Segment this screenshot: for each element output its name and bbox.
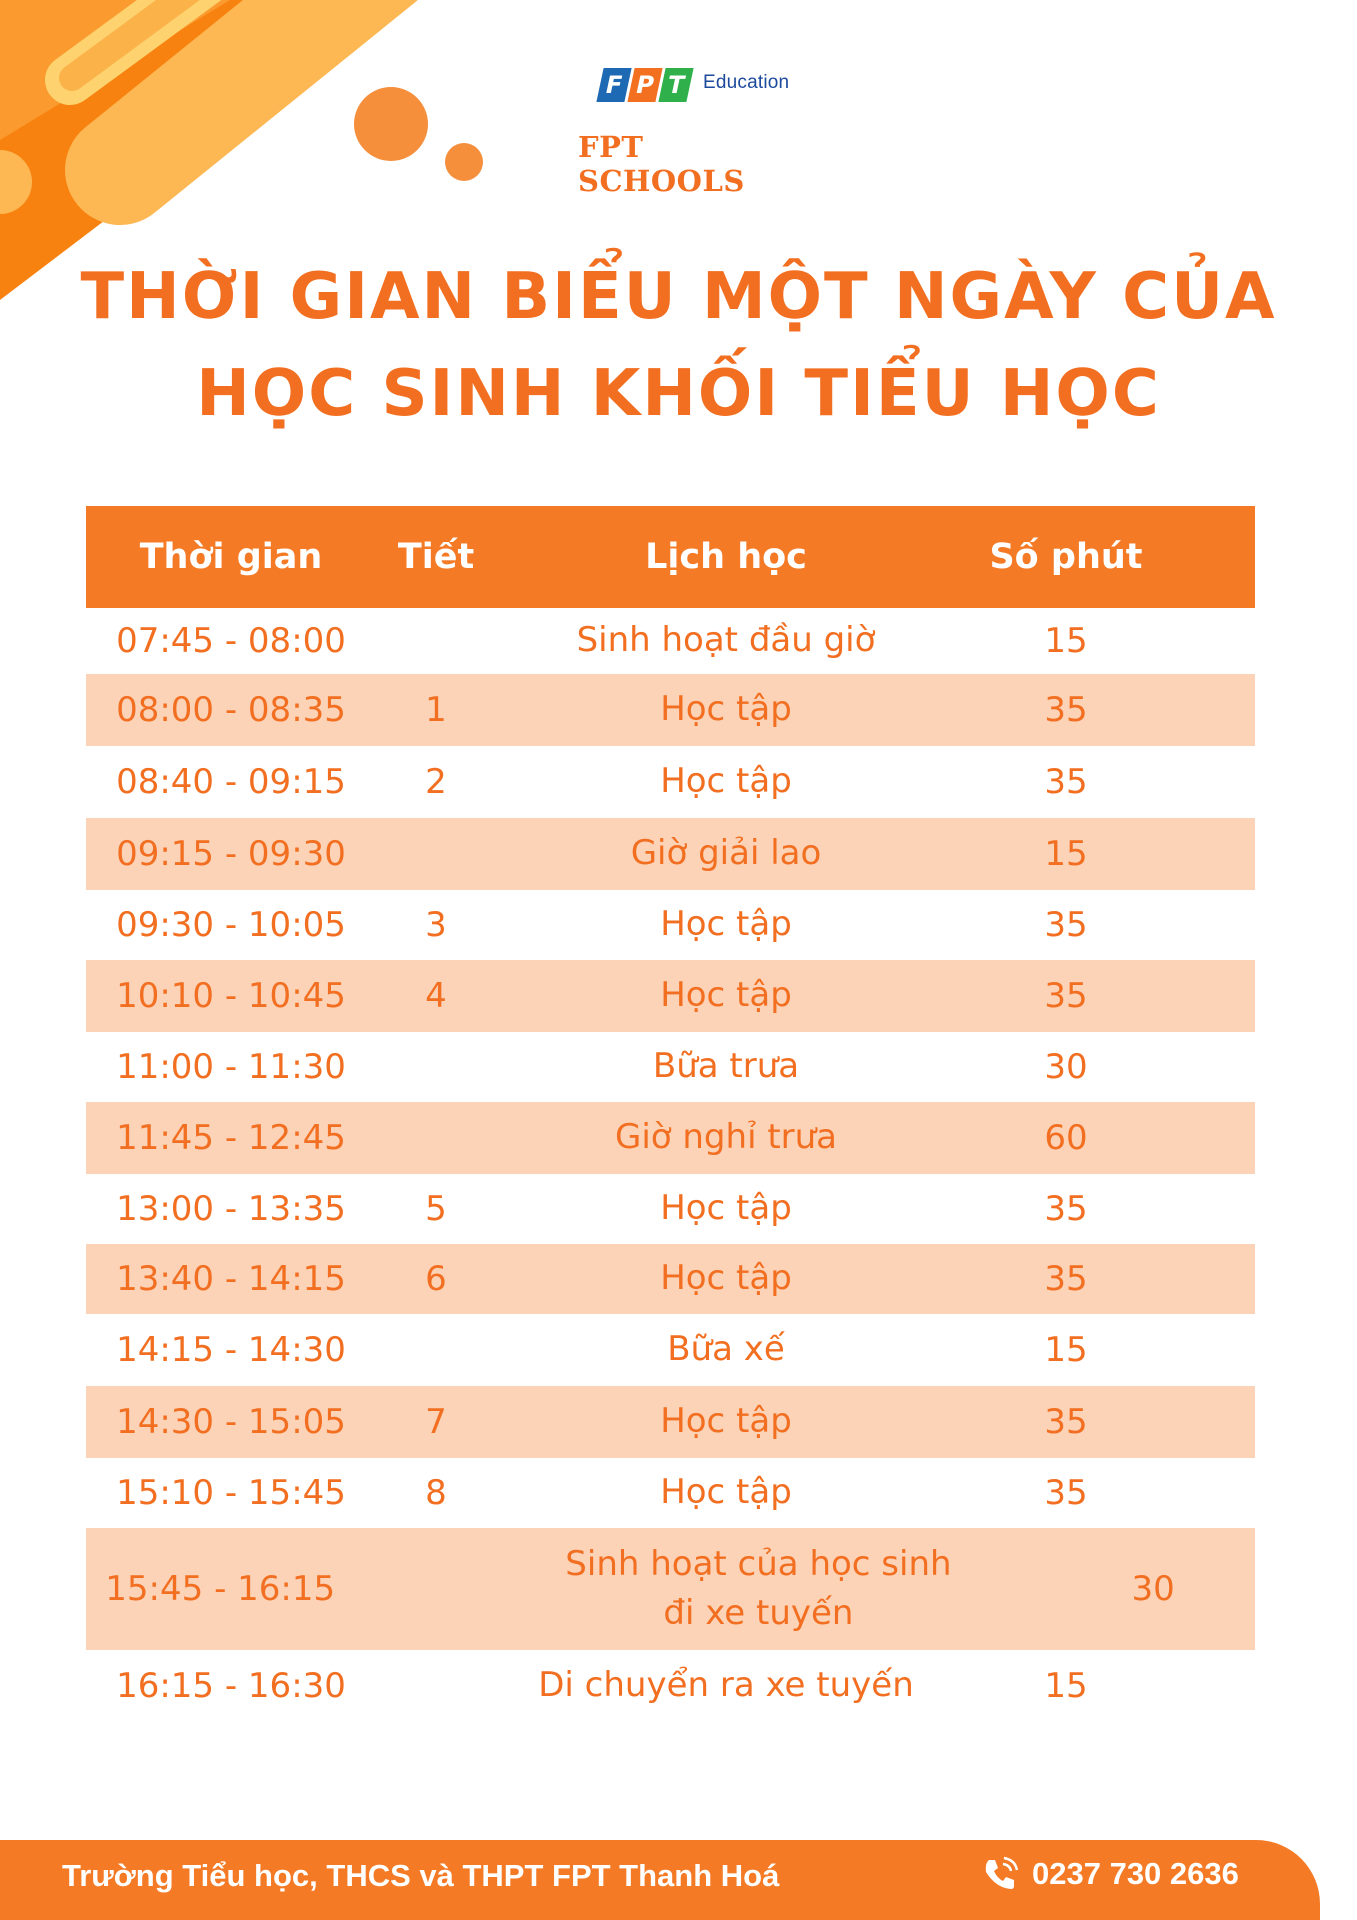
cell-minutes: 35 bbox=[1044, 1189, 1088, 1229]
fpt-logo-mark bbox=[600, 68, 693, 102]
cell-time: 09:30 - 10:05 bbox=[116, 905, 346, 945]
footer-school-name: Trường Tiểu học, THCS và THPT FPT Thanh Hoá bbox=[62, 1858, 780, 1893]
table-row bbox=[86, 608, 1255, 674]
footer-phone-number[interactable]: 0237 730 2636 bbox=[1032, 1856, 1239, 1891]
cell-time: 09:15 - 09:30 bbox=[116, 834, 346, 874]
header-minutes: Số phút bbox=[989, 537, 1143, 577]
cell-time: 08:40 - 09:15 bbox=[116, 762, 346, 802]
cell-time: 15:45 - 16:15 bbox=[105, 1569, 336, 1609]
cell-activity: Bữa trưa bbox=[652, 1046, 800, 1087]
cell-minutes: 35 bbox=[1044, 690, 1088, 730]
cell-minutes: 30 bbox=[1044, 1047, 1088, 1087]
cell-period: 7 bbox=[425, 1402, 447, 1442]
cell-activity: Học tập bbox=[660, 1472, 792, 1513]
cell-period: 6 bbox=[425, 1259, 447, 1299]
logo-tile-t: T bbox=[658, 68, 693, 102]
cell-time: 07:45 - 08:00 bbox=[116, 621, 346, 661]
cell-time: 13:40 - 14:15 bbox=[116, 1259, 346, 1299]
page-title-line-2: HỌC SINH KHỐI TIỂU HỌC bbox=[196, 357, 1161, 431]
cell-minutes: 15 bbox=[1044, 834, 1088, 874]
cell-activity: Học tập bbox=[660, 1401, 792, 1442]
cell-time: 14:30 - 15:05 bbox=[116, 1402, 346, 1442]
cell-time: 11:45 - 12:45 bbox=[116, 1118, 346, 1158]
cell-activity: Giờ nghỉ trưa bbox=[614, 1117, 838, 1158]
cell-minutes: 35 bbox=[1044, 1402, 1088, 1442]
cell-activity: Học tập bbox=[660, 975, 792, 1016]
cell-minutes: 60 bbox=[1044, 1118, 1088, 1158]
table-header bbox=[86, 506, 1255, 608]
cell-activity: Học tập bbox=[660, 1258, 792, 1299]
footer-bar bbox=[0, 1840, 1320, 1920]
cell-activity: Học tập bbox=[660, 761, 792, 802]
page-title-line-1: THỜI GIAN BIỂU MỘT NGÀY CỦA bbox=[80, 260, 1277, 334]
logo-tile-f: F bbox=[596, 68, 631, 102]
footer-contact[interactable] bbox=[980, 1854, 1239, 1894]
cell-activity: Sinh hoạt đầu giờ bbox=[576, 620, 876, 661]
table-row bbox=[86, 890, 1255, 960]
cell-time: 15:10 - 15:45 bbox=[116, 1473, 346, 1513]
cell-time: 16:15 - 16:30 bbox=[116, 1666, 346, 1706]
cell-period: 5 bbox=[425, 1189, 447, 1229]
cell-activity: Học tập bbox=[660, 1188, 792, 1229]
cell-period: 2 bbox=[425, 762, 447, 802]
cell-activity: Bữa xế bbox=[667, 1329, 785, 1370]
table-row bbox=[86, 1458, 1255, 1528]
table-row bbox=[86, 746, 1255, 818]
cell-activity: Học tập bbox=[660, 689, 792, 730]
cell-time: 13:00 - 13:35 bbox=[116, 1189, 346, 1229]
cell-minutes: 35 bbox=[1044, 1259, 1088, 1299]
cell-time: 10:10 - 10:45 bbox=[116, 976, 346, 1016]
cell-period: 3 bbox=[425, 905, 447, 945]
cell-period: 8 bbox=[425, 1473, 447, 1513]
logo-tile-p: P bbox=[627, 68, 662, 102]
table-row bbox=[86, 674, 1255, 746]
table-row bbox=[86, 1102, 1255, 1174]
table-row bbox=[86, 1386, 1255, 1458]
table-row bbox=[86, 960, 1255, 1032]
header-time: Thời gian bbox=[139, 537, 323, 577]
cell-minutes: 15 bbox=[1044, 1330, 1088, 1370]
fpt-logo bbox=[560, 60, 820, 198]
table-row bbox=[86, 818, 1255, 890]
cell-time: 11:00 - 11:30 bbox=[116, 1047, 346, 1087]
header-activity: Lịch học bbox=[645, 536, 807, 577]
schedule-table bbox=[86, 506, 1255, 1722]
cell-period: 1 bbox=[425, 690, 447, 730]
header-period: Tiết bbox=[397, 537, 475, 577]
cell-minutes: 35 bbox=[1044, 976, 1088, 1016]
table-row bbox=[86, 1244, 1255, 1314]
cell-period: 4 bbox=[425, 976, 447, 1016]
table-row bbox=[86, 1528, 1255, 1650]
cell-minutes: 35 bbox=[1044, 905, 1088, 945]
fpt-schools-label: FPT SCHOOLS bbox=[578, 130, 745, 198]
cell-minutes: 30 bbox=[1131, 1569, 1175, 1609]
cell-activity: Giờ giải lao bbox=[630, 833, 822, 874]
cell-minutes: 15 bbox=[1044, 621, 1088, 661]
cell-minutes: 35 bbox=[1044, 762, 1088, 802]
cell-minutes: 35 bbox=[1044, 1473, 1088, 1513]
logo-education-text: Education bbox=[703, 72, 790, 93]
cell-minutes: 15 bbox=[1044, 1666, 1088, 1706]
cell-time: 08:00 - 08:35 bbox=[116, 690, 346, 730]
cell-activity: Học tập bbox=[660, 904, 792, 945]
cell-time: 14:15 - 14:30 bbox=[116, 1330, 346, 1370]
table-row bbox=[86, 1032, 1255, 1102]
table-row bbox=[86, 1650, 1255, 1722]
table-row bbox=[86, 1314, 1255, 1386]
table-row bbox=[86, 1174, 1255, 1244]
cell-activity: Di chuyển ra xe tuyến bbox=[538, 1665, 914, 1706]
cell-activity: Sinh hoạt của học sinh đi xe tuyến bbox=[565, 1543, 952, 1633]
table-body bbox=[86, 608, 1255, 1722]
phone-icon bbox=[980, 1854, 1020, 1894]
